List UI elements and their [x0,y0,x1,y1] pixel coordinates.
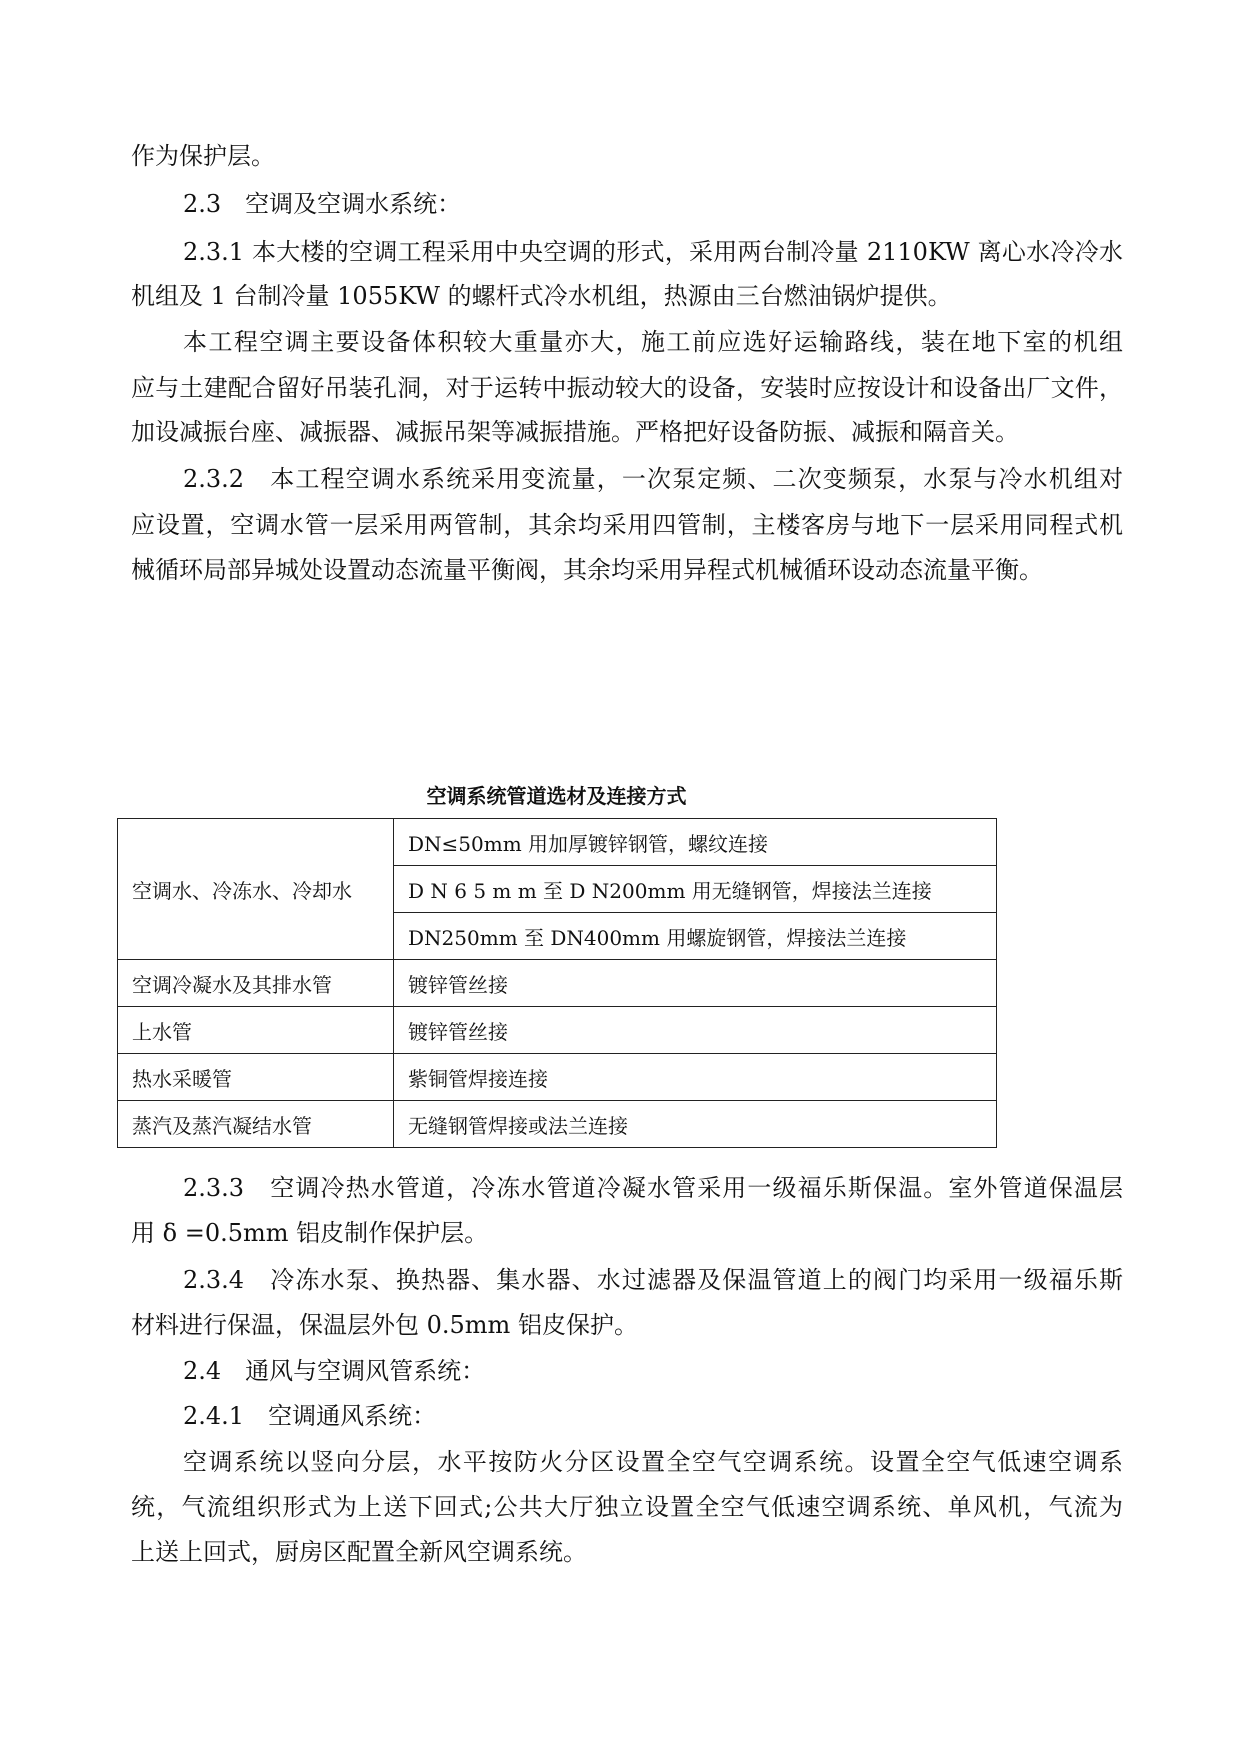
system-cell: 蒸汽及蒸汽凝结水管 [118,1101,394,1148]
section-heading: 2.4 通风与空调风管系统： [183,1357,486,1385]
spec-cell: 无缝钢管焊接或法兰连接 [394,1101,997,1148]
text-line: 加设减振台座、减振器、减振吊架等减振措施。严格把好设备防振、减振和隔音关。 [131,418,1019,446]
text-line: 用 δ =0.5mm 铝皮制作保护层。 [131,1219,489,1247]
spec-cell: DN250mm 至 DN400mm 用螺旋钢管，焊接法兰连接 [394,913,997,960]
text-line: 应设置，空调水管一层采用两管制，其余均采用四管制，主楼客房与地下一层采用同程式机 [131,511,1123,539]
text-line: 机组及 1 台制冷量 1055KW 的螺杆式冷水机组，热源由三台燃油锅炉提供。 [131,282,952,310]
spec-cell: 镀锌管丝接 [394,1007,997,1054]
system-cell: 热水采暖管 [118,1054,394,1101]
text-line: 应与土建配合留好吊装孔洞，对于运转中振动较大的设备，安装时应按设计和设备出厂文件， [131,374,1123,402]
table-row [118,1007,997,1054]
spec-cell: D N 6 5 m m 至 D N200mm 用无缝钢管，焊接法兰连接 [394,866,997,913]
pipe-spec-table [117,818,997,1148]
text-line: 上送上回式，厨房区配置全新风空调系统。 [131,1538,587,1566]
text-line: 械循环局部异城处设置动态流量平衡阀，其余均采用异程式机械循环设动态流量平衡。 [131,556,1043,584]
table-row [118,1101,997,1148]
section-heading: 2.4.1 空调通风系统： [183,1402,437,1430]
section-heading: 2.3 空调及空调水系统： [183,190,462,218]
system-cell: 空调水、冷冻水、冷却水 [118,819,394,960]
table-title: 空调系统管道选材及连接方式 [426,784,687,808]
spec-cell: 镀锌管丝接 [394,960,997,1007]
system-cell: 空调冷凝水及其排水管 [118,960,394,1007]
table-row [118,1054,997,1101]
text-line: 2.3.2 本工程空调水系统采用变流量，一次泵定频、二次变频泵，水泵与冷水机组对 [183,465,1123,493]
spec-cell: DN≤50mm 用加厚镀锌钢管，螺纹连接 [394,819,997,866]
text-line: 空调系统以竖向分层，水平按防火分区设置全空气空调系统。设置全空气低速空调系 [183,1448,1123,1476]
text-line: 2.3.4 冷冻水泵、换热器、集水器、水过滤器及保温管道上的阀门均采用一级福乐斯 [183,1266,1123,1294]
system-cell: 上水管 [118,1007,394,1054]
text-line: 统，气流组织形式为上送下回式;公共大厅独立设置全空气低速空调系统、单风机，气流为 [131,1493,1123,1521]
text-line: 本工程空调主要设备体积较大重量亦大，施工前应选好运输路线，装在地下室的机组 [183,328,1123,356]
text-line: 作为保护层。 [131,142,275,170]
spec-cell: 紫铜管焊接连接 [394,1054,997,1101]
text-line: 材料进行保温，保温层外包 0.5mm 铝皮保护。 [131,1311,638,1339]
table-row [118,819,997,866]
text-line: 2.3.1 本大楼的空调工程采用中央空调的形式，采用两台制冷量 2110KW 离心水冷冷水 [183,238,1123,266]
table-row [118,960,997,1007]
text-line: 2.3.3 空调冷热水管道，冷冻水管道冷凝水管采用一级福乐斯保温。室外管道保温层 [183,1174,1123,1202]
